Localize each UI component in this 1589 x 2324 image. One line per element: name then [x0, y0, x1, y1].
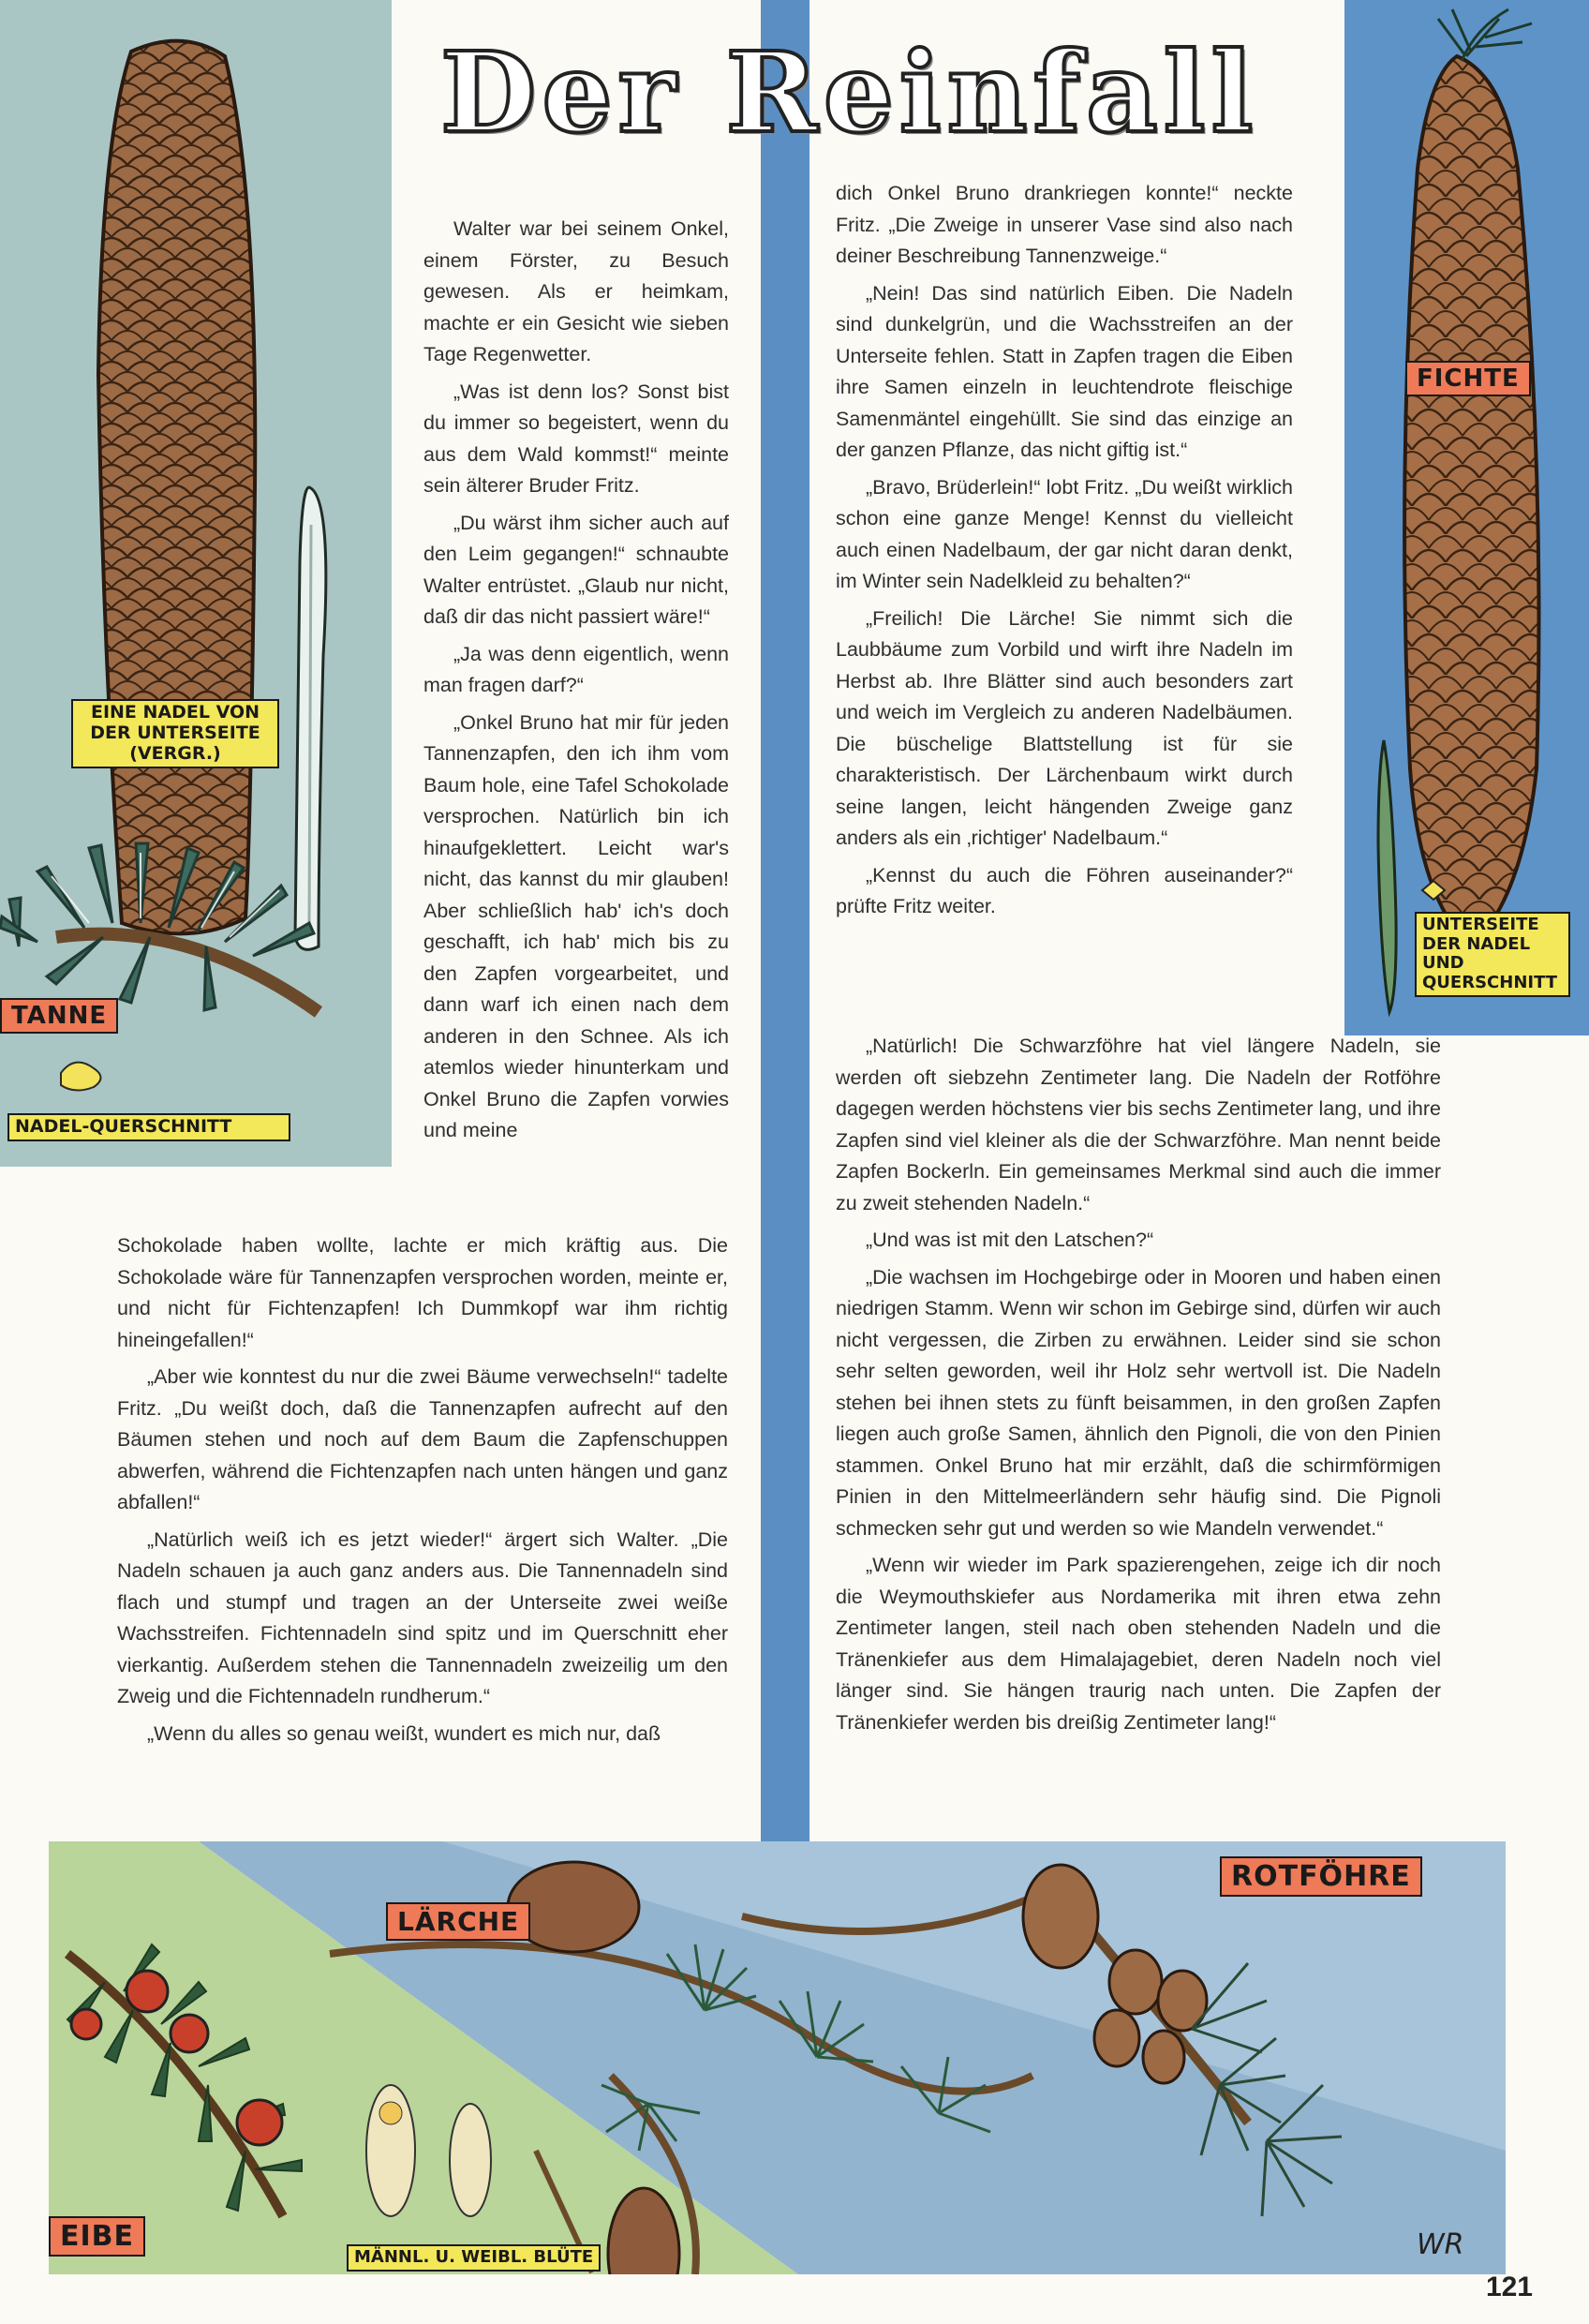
artist-signature: WR — [1417, 2228, 1464, 2261]
column-2-narrow — [836, 178, 1293, 929]
page-title: Der Reinfall — [440, 27, 1259, 157]
paragraph: „Freilich! Die Lärche! Sie nimmt sich die Laubbäume zum Vorbild und wirft ihre Nadeln im Herbst ab. Ihre Blätter sind auch besonders zart und weich im Vergleich zu anderen Nadelbäumen. Die büschelige Blattstellung ist für sie charakteristisch. Der Lärchenbaum wirkt durch seine langen, leicht hängenden Zweige ganz anders als ein ‚richtiger' Nadelbaum.“ — [836, 606, 1293, 849]
paragraph: „Wenn du alles so genau weißt, wundert es mich nur, daß — [147, 1721, 661, 1745]
paragraph: „Nein! Das sind natürlich Eiben. Die Nadeln sind dunkelgrün, und die Wachsstreifen an der Unterseite fehlen. Statt in Zapfen tragen die Eiben ihre Samen einzeln in leuchtendrote fleischige Samenmäntel eingehüllt. Sie sind das einzige an der ganzen Pflanze, das nicht giftig ist.“ — [836, 281, 1293, 461]
column-2-wide — [836, 1031, 1441, 1744]
paragraph: „Kennst du auch die Föhren auseinander?“ prüfte Fritz weiter. — [836, 863, 1293, 917]
paragraph: „Natürlich! Die Schwarzföhre hat viel längere Nadeln, sie werden oft siebzehn Zentimeter lang. Die Nadeln der Rotföhre dagegen werden höchstens vier bis sechs Zentimeter lang, und ihre Zapfen sind viel kleiner als die der Schwarzföhre. Man nennt beide Zapfen Bockerln. Ein gemeinsames Merkmal sind auch die immer zu zweit stehenden Nadeln.“ — [836, 1035, 1441, 1214]
branches-drawing — [49, 1841, 1506, 2274]
paragraph: „Wenn wir wieder im Park spazierengehen, zeige ich dir noch die Weymouthskiefer aus Nordamerika mit ihren etwa zehn Zentimeter langen, steil nach oben stehenden Nadeln und die Tränenkiefer aus dem Himalajagebiet, deren Nadeln noch viel länger sind. Sie hängen traurig nach unten. Die Zapfen der Tränenkiefer werden bis dreißig Zentimeter lang!“ — [836, 1554, 1441, 1734]
paragraph: Schokolade haben wollte, lachte er mich kräftig aus. Die Schokolade wäre für Tannenzapfen versprochen worden, meinte er, und nicht für Fichtenzapfen! Ich Dummkopf war ihm richtig hineingefallen!“ — [117, 1234, 728, 1351]
label-nadel-querschnitt: NADEL-QUERSCHNITT — [7, 1113, 290, 1141]
paragraph: „Die wachsen im Hochgebirge oder in Mooren und haben einen niedrigen Stamm. Wenn wir schon im Gebirge sind, dürfen wir auch nicht vergessen, die Zirben zu erwähnen. Leider sind sie schon sehr selten geworden, weil ihr Holz sehr wertvoll ist. Die Nadeln stehen bei ihnen stets zu fünft beisammen, in den großen Zapfen liegen auch große Samen, ähnlich den Pignoli, die von den Pinien stammen. Onkel Bruno hat mir erzählt, daß die schirmförmigen Pinien in den Mittelmeerländern sehr häufig sind. Die Pignoli schmecken sehr gut und werden so wie Mandeln verwendet.“ — [836, 1265, 1441, 1540]
paragraph: „Du wärst ihm sicher auch auf den Leim gegangen!“ schnaubte Walter entrüstet. „Glaub nur nicht, daß dir das nicht passiert wäre!“ — [423, 511, 729, 628]
label-fichte: FICHTE — [1405, 361, 1531, 396]
label-unterseite-nadel: UNTERSEITE DER NADEL UND QUERSCHNITT — [1415, 912, 1570, 997]
paragraph: „Und was ist mit den Latschen?“ — [866, 1229, 1154, 1251]
paragraph: „Bravo, Brüderlein!“ lobt Fritz. „Du weißt wirklich schon eine ganze Menge! Kennst du vielleicht auch einen Nadelbaum, der gar nicht daran denkt, im Winter sein Nadelkleid zu behalten?“ — [836, 475, 1293, 592]
label-laerche: LÄRCHE — [386, 1902, 530, 1941]
paragraph: „Ja was denn eigentlich, wenn man fragen darf?“ — [423, 642, 729, 696]
page-number: 121 — [1485, 2272, 1533, 2302]
conifer-branches-illustration — [49, 1841, 1506, 2274]
column-1-wide — [117, 1230, 728, 1755]
fichte-cone-illustration — [1344, 0, 1589, 1035]
paragraph: „Aber wie konntest du nur die zwei Bäume verwechseln!“ tadelte Fritz. „Du weißt doch, daß die Tannenzapfen aufrecht auf den Bäumen stehen und noch auf dem Baum die Zapfenschuppen abwerfen, während die Fichtenzapfen nach unten hängen und ganz abfallen!“ — [117, 1365, 728, 1513]
label-bluete: MÄNNL. U. WEIBL. BLÜTE — [347, 2244, 601, 2272]
paragraph: „Was ist denn los? Sonst bist du immer so begeistert, wenn du aus dem Wald kommst!“ meinte sein älterer Bruder Fritz. — [423, 380, 729, 497]
label-nadel-unterseite: EINE NADEL VON DER UNTERSEITE (VERGR.) — [71, 699, 279, 768]
label-eibe: EIBE — [49, 2216, 145, 2257]
label-tanne: TANNE — [0, 998, 118, 1034]
label-rotfoehre: ROTFÖHRE — [1220, 1856, 1422, 1897]
tanne-cone-illustration — [0, 0, 392, 1167]
column-1-narrow — [423, 214, 729, 1153]
paragraph: „Natürlich weiß ich es jetzt wieder!“ ärgert sich Walter. „Die Nadeln schauen ja auch ganz anders aus. Die Tannennadeln sind flach und stumpf und tragen an der Unterseite zwei weiße Wachsstreifen. Fichtennadeln sind spitz und im Querschnitt eher vierkantig. Außerdem stehen die Tannennadeln zweizeilig um den Zweig und die Fichtennadeln rundherum.“ — [117, 1527, 728, 1707]
blue-divider-strip — [761, 0, 809, 1841]
paragraph: „Onkel Bruno hat mir für jeden Tannenzapfen, den ich ihm vom Baum hole, eine Tafel Schokolade versprochen. Natürlich bin ich hinaufgeklettert. Leicht war's nicht, das kannst du mir glauben! Aber schließlich hab' ich's doch geschafft, ich hab' mich bis zu den Zapfen vorgearbeitet, und dann warf ich einen nach dem anderen in den Schnee. Als ich atemlos wieder hinunterkam und Onkel Bruno die Zapfen vorwies und meine — [423, 710, 729, 1141]
paragraph: Walter war bei seinem Onkel, einem Förster, zu Besuch gewesen. Als er heimkam, machte er ein Gesicht wie sieben Tage Regenwetter. — [423, 217, 729, 365]
paragraph: dich Onkel Bruno drankriegen konnte!“ neckte Fritz. „Die Zweige in unserer Vase sind also nach deiner Beschreibung Tannenzweige.“ — [836, 182, 1293, 267]
